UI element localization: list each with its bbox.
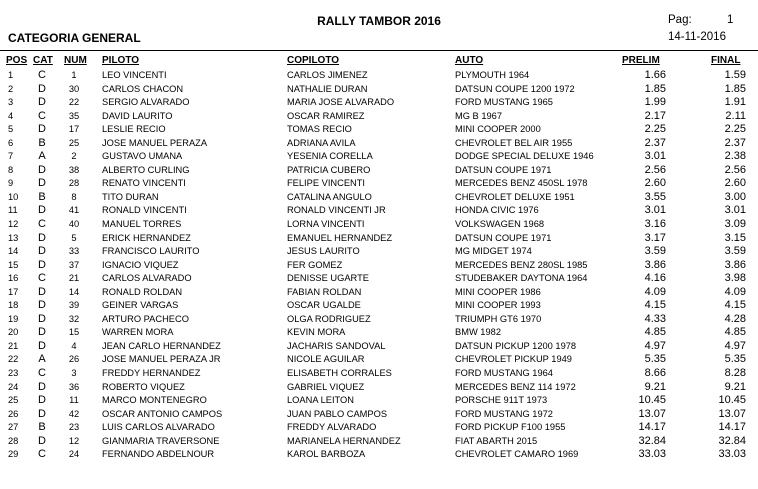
final-time-cell: 2.11 <box>725 109 746 122</box>
driver-cell: ROBERTO VIQUEZ <box>102 381 185 392</box>
table-row <box>0 408 758 422</box>
pos-cell: 12 <box>8 219 19 230</box>
driver-cell: DAVID LAURITO <box>102 110 173 121</box>
category-cell: C <box>38 69 46 81</box>
car-number-cell: 21 <box>68 273 80 284</box>
driver-cell: FERNANDO ABDELNOUR <box>102 449 215 460</box>
pos-cell: 3 <box>8 97 14 108</box>
car-number-cell: 36 <box>68 381 80 392</box>
final-time-cell: 9.21 <box>724 380 746 393</box>
pos-cell: 28 <box>8 435 19 446</box>
driver-cell: RONALD ROLDAN <box>102 286 183 297</box>
driver-cell: GIANMARIA TRAVERSONE <box>102 435 220 446</box>
final-time-cell: 10.45 <box>718 394 746 407</box>
prelim-time-cell: 14.17 <box>638 421 666 434</box>
pos-cell: 29 <box>8 449 19 460</box>
final-time-cell: 2.38 <box>724 150 746 163</box>
final-time-cell: 32.84 <box>718 434 746 447</box>
codriver-cell: YESENIA CORELLA <box>287 151 373 162</box>
category-cell: C <box>38 367 46 380</box>
prelim-time-cell: 2.60 <box>644 177 666 190</box>
table-row <box>0 83 758 97</box>
pos-cell: 26 <box>8 408 19 419</box>
driver-cell: CARLOS ALVARADO <box>102 273 192 284</box>
category-cell: D <box>38 285 46 298</box>
prelim-time-cell: 3.01 <box>644 150 666 163</box>
car-number-cell: 4 <box>71 340 77 351</box>
category-cell: C <box>38 218 46 231</box>
car-model-cell: DATSUN COUPE 1971 <box>455 232 552 243</box>
final-time-cell: 1.59 <box>724 69 746 81</box>
final-time-cell: 14.17 <box>718 421 746 434</box>
codriver-cell: FABIAN ROLDAN <box>287 286 362 297</box>
final-time-cell: 5.35 <box>724 353 746 366</box>
car-model-cell: HONDA CIVIC 1976 <box>455 205 539 216</box>
driver-cell: GUSTAVO UMANA <box>102 151 183 162</box>
codriver-cell: KEVIN MORA <box>287 327 346 338</box>
category-cell: D <box>38 163 46 176</box>
table-row <box>0 394 758 408</box>
category-cell: D <box>38 339 46 352</box>
final-time-cell: 2.60 <box>724 177 746 190</box>
final-time-cell: 2.56 <box>724 163 746 176</box>
prelim-time-cell: 1.66 <box>644 69 666 81</box>
driver-cell: RENATO VINCENTI <box>102 178 186 189</box>
codriver-cell: OSCAR UGALDE <box>287 300 361 311</box>
results-table <box>0 69 758 462</box>
table-row <box>0 448 758 462</box>
category-cell: C <box>38 448 46 461</box>
car-model-cell: BMW 1982 <box>455 327 501 338</box>
table-row <box>0 150 758 164</box>
category-cell: D <box>38 394 46 407</box>
final-time-cell: 3.09 <box>724 218 746 231</box>
codriver-cell: KAROL BARBOZA <box>287 449 366 460</box>
prelim-time-cell: 5.35 <box>644 353 666 366</box>
pos-cell: 25 <box>8 395 19 406</box>
prelim-time-cell: 2.37 <box>644 136 666 149</box>
car-model-cell: STUDEBAKER DAYTONA 1964 <box>455 273 588 284</box>
car-number-cell: 15 <box>68 327 80 338</box>
report-date: 14-11-2016 <box>668 31 726 43</box>
report-title: RALLY TAMBOR 2016 <box>317 14 441 28</box>
codriver-cell: CARLOS JIMENEZ <box>287 70 368 80</box>
car-number-cell: 3 <box>71 368 77 379</box>
car-number-cell: 40 <box>68 219 80 230</box>
codriver-cell: LOANA LEITON <box>287 395 354 406</box>
category-cell: A <box>38 150 46 163</box>
driver-cell: TITO DURAN <box>102 191 159 202</box>
table-row <box>0 110 758 124</box>
car-number-cell: 22 <box>68 97 80 108</box>
prelim-time-cell: 3.86 <box>644 258 666 271</box>
pos-cell: 10 <box>8 191 19 202</box>
pos-cell: 16 <box>8 273 19 284</box>
prelim-time-cell: 2.56 <box>644 163 666 176</box>
pos-cell: 11 <box>8 205 18 216</box>
category-cell: C <box>38 109 46 122</box>
car-number-cell: 5 <box>71 232 77 243</box>
table-row <box>0 313 758 327</box>
category-cell: D <box>38 177 46 190</box>
car-model-cell: PORSCHE 911T 1973 <box>455 395 548 406</box>
car-number-cell: 25 <box>68 137 80 148</box>
final-time-cell: 1.91 <box>724 96 746 109</box>
codriver-cell: ADRIANA AVILA <box>287 137 356 148</box>
codriver-cell: FER GOMEZ <box>287 259 343 270</box>
final-time-cell: 1.85 <box>724 82 746 95</box>
category-cell: B <box>38 136 46 149</box>
category-cell: D <box>38 123 46 136</box>
table-row <box>0 245 758 259</box>
category-cell: D <box>38 326 46 339</box>
table-row <box>0 381 758 395</box>
pos-cell: 4 <box>8 110 14 121</box>
category-cell: D <box>38 96 46 109</box>
car-model-cell: MINI COOPER 2000 <box>455 124 541 135</box>
page-label: Pag: <box>668 14 692 26</box>
car-model-cell: CHEVROLET CAMARO 1969 <box>455 449 579 460</box>
final-time-cell: 4.28 <box>724 312 746 325</box>
car-model-cell: PLYMOUTH 1964 <box>455 70 530 80</box>
category-cell: B <box>38 421 46 434</box>
driver-cell: FRANCISCO LAURITO <box>102 246 200 257</box>
prelim-time-cell: 10.45 <box>638 394 666 407</box>
column-header-pos: POS <box>6 55 28 66</box>
header-divider <box>0 50 758 51</box>
driver-cell: CARLOS CHACON <box>102 83 184 94</box>
prelim-time-cell: 33.03 <box>638 448 666 461</box>
prelim-time-cell: 4.15 <box>644 299 666 312</box>
car-number-cell: 1 <box>71 70 77 80</box>
category-cell: D <box>38 258 46 271</box>
table-row <box>0 137 758 151</box>
codriver-cell: TOMAS RECIO <box>287 124 352 135</box>
category-cell: D <box>38 407 46 420</box>
car-model-cell: FORD MUSTANG 1965 <box>455 97 553 108</box>
category-cell: D <box>38 204 46 217</box>
driver-cell: RONALD VINCENTI <box>102 205 187 216</box>
car-model-cell: MG MIDGET 1974 <box>455 246 532 257</box>
prelim-time-cell: 2.17 <box>644 109 666 122</box>
table-row <box>0 123 758 137</box>
prelim-time-cell: 4.97 <box>644 339 666 352</box>
column-header-piloto: PILOTO <box>102 55 140 66</box>
category-cell: D <box>38 245 46 258</box>
table-row <box>0 353 758 367</box>
driver-cell: LEO VINCENTI <box>102 70 167 80</box>
category-cell: D <box>38 312 46 325</box>
car-number-cell: 32 <box>68 313 80 324</box>
pos-cell: 19 <box>8 313 19 324</box>
final-time-cell: 3.01 <box>724 204 746 217</box>
car-number-cell: 23 <box>68 422 80 433</box>
table-row <box>0 232 758 246</box>
codriver-cell: FREDDY ALVARADO <box>287 422 377 433</box>
final-time-cell: 3.15 <box>724 231 746 244</box>
codriver-cell: JESUS LAURITO <box>287 246 360 257</box>
final-time-cell: 4.85 <box>724 326 746 339</box>
column-header-final: FINAL <box>711 55 741 66</box>
driver-cell: GEINER VARGAS <box>102 300 179 311</box>
car-model-cell: DATSUN COUPE 1971 <box>455 164 552 175</box>
car-number-cell: 41 <box>68 205 80 216</box>
pos-cell: 5 <box>8 124 14 135</box>
car-number-cell: 11 <box>69 395 79 406</box>
car-number-cell: 17 <box>68 124 80 135</box>
car-number-cell: 35 <box>68 110 80 121</box>
car-model-cell: MINI COOPER 1993 <box>455 300 541 311</box>
table-row <box>0 177 758 191</box>
prelim-time-cell: 4.09 <box>644 285 666 298</box>
column-header-auto: AUTO <box>455 55 484 66</box>
prelim-time-cell: 13.07 <box>638 407 666 420</box>
pos-cell: 6 <box>8 137 14 148</box>
car-model-cell: DATSUN PICKUP 1200 1978 <box>455 340 577 351</box>
category-cell: D <box>38 299 46 312</box>
final-time-cell: 3.98 <box>724 272 746 285</box>
final-time-cell: 3.59 <box>724 245 746 258</box>
codriver-cell: FELIPE VINCENTI <box>287 178 366 189</box>
category-cell: D <box>38 82 46 95</box>
category-cell: D <box>38 231 46 244</box>
driver-cell: ALBERTO CURLING <box>102 164 190 175</box>
prelim-time-cell: 3.17 <box>644 231 666 244</box>
final-time-cell: 33.03 <box>718 448 746 461</box>
pos-cell: 2 <box>8 83 14 94</box>
driver-cell: OSCAR ANTONIO CAMPOS <box>102 408 223 419</box>
pos-cell: 22 <box>8 354 19 365</box>
car-model-cell: TRIUMPH GT6 1970 <box>455 313 542 324</box>
prelim-time-cell: 3.55 <box>644 190 666 203</box>
pos-cell: 9 <box>8 178 14 189</box>
final-time-cell: 8.28 <box>724 367 746 380</box>
car-model-cell: FORD MUSTANG 1964 <box>455 368 553 379</box>
driver-cell: WARREN MORA <box>102 327 174 338</box>
codriver-cell: PATRICIA CUBERO <box>287 164 371 175</box>
category-cell: D <box>38 434 46 447</box>
final-time-cell: 4.97 <box>724 339 746 352</box>
driver-cell: ERICK HERNANDEZ <box>102 232 191 243</box>
column-header-prelim: PRELIM <box>622 55 660 66</box>
final-time-cell: 13.07 <box>718 407 746 420</box>
codriver-cell: JACHARIS SANDOVAL <box>287 340 386 351</box>
codriver-cell: EMANUEL HERNANDEZ <box>287 232 393 243</box>
prelim-time-cell: 4.33 <box>644 312 666 325</box>
codriver-cell: LORNA VINCENTI <box>287 219 365 230</box>
pos-cell: 7 <box>8 151 14 162</box>
codriver-cell: CATALINA ANGULO <box>287 191 372 202</box>
prelim-time-cell: 1.99 <box>644 96 666 109</box>
driver-cell: MANUEL TORRES <box>102 219 182 230</box>
table-row <box>0 69 758 83</box>
category-cell: D <box>38 380 46 393</box>
driver-cell: LESLIE RECIO <box>102 124 166 135</box>
driver-cell: MARCO MONTENEGRO <box>102 395 207 406</box>
car-model-cell: CHEVROLET DELUXE 1951 <box>455 191 575 202</box>
codriver-cell: DENISSE UGARTE <box>287 273 369 284</box>
table-row <box>0 272 758 286</box>
car-number-cell: 14 <box>68 286 80 297</box>
final-time-cell: 4.15 <box>724 299 746 312</box>
car-number-cell: 26 <box>68 354 80 365</box>
pos-cell: 18 <box>8 300 19 311</box>
car-model-cell: MERCEDES BENZ 114 1972 <box>455 381 576 392</box>
driver-cell: IGNACIO VIQUEZ <box>102 259 179 270</box>
category-cell: C <box>38 272 46 285</box>
pos-cell: 23 <box>8 368 19 379</box>
table-row <box>0 286 758 300</box>
table-row <box>0 340 758 354</box>
pos-cell: 13 <box>8 232 19 243</box>
table-row <box>0 191 758 205</box>
car-number-cell: 39 <box>68 300 80 311</box>
category-cell: A <box>38 353 46 366</box>
codriver-cell: MARIANELA HERNANDEZ <box>287 435 401 446</box>
car-model-cell: CHEVROLET BEL AIR 1955 <box>455 137 573 148</box>
car-number-cell: 42 <box>68 408 80 419</box>
driver-cell: LUIS CARLOS ALVARADO <box>102 422 215 433</box>
prelim-time-cell: 4.85 <box>644 326 666 339</box>
car-model-cell: DATSUN COUPE 1200 1972 <box>455 83 575 94</box>
codriver-cell: OLGA RODRIGUEZ <box>287 313 371 324</box>
codriver-cell: RONALD VINCENTI JR <box>287 205 386 216</box>
table-row <box>0 164 758 178</box>
codriver-cell: MARIA JOSE ALVARADO <box>287 97 395 108</box>
prelim-time-cell: 4.16 <box>644 272 666 285</box>
prelim-time-cell: 3.16 <box>644 218 666 231</box>
car-model-cell: MERCEDES BENZ 450SL 1978 <box>455 178 588 189</box>
codriver-cell: OSCAR RAMIREZ <box>287 110 365 121</box>
pos-cell: 8 <box>8 164 14 175</box>
car-number-cell: 2 <box>71 151 77 162</box>
pos-cell: 17 <box>8 286 19 297</box>
car-number-cell: 38 <box>68 164 80 175</box>
codriver-cell: NICOLE AGUILAR <box>287 354 365 365</box>
driver-cell: JOSE MANUEL PERAZA <box>102 137 208 148</box>
page-number: 1 <box>727 14 734 26</box>
car-number-cell: 8 <box>71 191 77 202</box>
codriver-cell: ELISABETH CORRALES <box>287 368 392 379</box>
final-time-cell: 3.00 <box>724 190 746 203</box>
driver-cell: JEAN CARLO HERNANDEZ <box>102 340 221 351</box>
table-row <box>0 218 758 232</box>
car-model-cell: FORD MUSTANG 1972 <box>455 408 553 419</box>
table-row <box>0 326 758 340</box>
table-row <box>0 435 758 449</box>
prelim-time-cell: 3.01 <box>644 204 666 217</box>
car-model-cell: FORD PICKUP F100 1955 <box>455 422 566 433</box>
car-model-cell: CHEVROLET PICKUP 1949 <box>455 354 572 365</box>
pos-cell: 15 <box>8 259 19 270</box>
final-time-cell: 2.37 <box>724 136 746 149</box>
car-model-cell: MINI COOPER 1986 <box>455 286 541 297</box>
prelim-time-cell: 32.84 <box>638 434 666 447</box>
table-row <box>0 204 758 218</box>
pos-cell: 27 <box>8 422 19 433</box>
final-time-cell: 2.25 <box>724 123 746 136</box>
table-row <box>0 299 758 313</box>
car-number-cell: 37 <box>68 259 80 270</box>
driver-cell: JOSE MANUEL PERAZA JR <box>102 354 221 365</box>
codriver-cell: GABRIEL VIQUEZ <box>287 381 365 392</box>
car-number-cell: 24 <box>68 449 80 460</box>
table-row <box>0 367 758 381</box>
car-model-cell: DODGE SPECIAL DELUXE 1946 <box>455 151 594 162</box>
pos-cell: 14 <box>8 246 19 257</box>
driver-cell: ARTURO PACHECO <box>102 313 189 324</box>
category-heading: CATEGORIA GENERAL <box>8 31 141 45</box>
prelim-time-cell: 1.85 <box>644 82 666 95</box>
prelim-time-cell: 3.59 <box>644 245 666 258</box>
driver-cell: SERGIO ALVARADO <box>102 97 190 108</box>
prelim-time-cell: 8.66 <box>644 367 666 380</box>
car-number-cell: 33 <box>68 246 80 257</box>
car-model-cell: MG B 1967 <box>455 110 503 121</box>
table-row <box>0 421 758 435</box>
car-number-cell: 28 <box>68 178 80 189</box>
column-header-num: NUM <box>64 55 87 66</box>
final-time-cell: 3.86 <box>724 258 746 271</box>
table-row <box>0 259 758 273</box>
car-model-cell: MERCEDES BENZ 280SL 1985 <box>455 259 588 270</box>
prelim-time-cell: 2.25 <box>644 123 666 136</box>
column-header-cat: CAT <box>33 55 53 66</box>
driver-cell: FREDDY HERNANDEZ <box>102 368 201 379</box>
codriver-cell: NATHALIE DURAN <box>287 83 368 94</box>
final-time-cell: 4.09 <box>724 285 746 298</box>
prelim-time-cell: 9.21 <box>644 380 666 393</box>
car-model-cell: FIAT ABARTH 2015 <box>455 435 538 446</box>
category-cell: B <box>38 190 46 203</box>
pos-cell: 21 <box>8 340 19 351</box>
pos-cell: 24 <box>8 381 19 392</box>
car-model-cell: VOLKSWAGEN 1968 <box>455 219 545 230</box>
pos-cell: 1 <box>8 70 14 80</box>
car-number-cell: 30 <box>68 83 80 94</box>
car-number-cell: 12 <box>68 435 80 446</box>
table-row <box>0 96 758 110</box>
codriver-cell: JUAN PABLO CAMPOS <box>287 408 388 419</box>
pos-cell: 20 <box>8 327 19 338</box>
column-header-copiloto: COPILOTO <box>287 55 340 66</box>
